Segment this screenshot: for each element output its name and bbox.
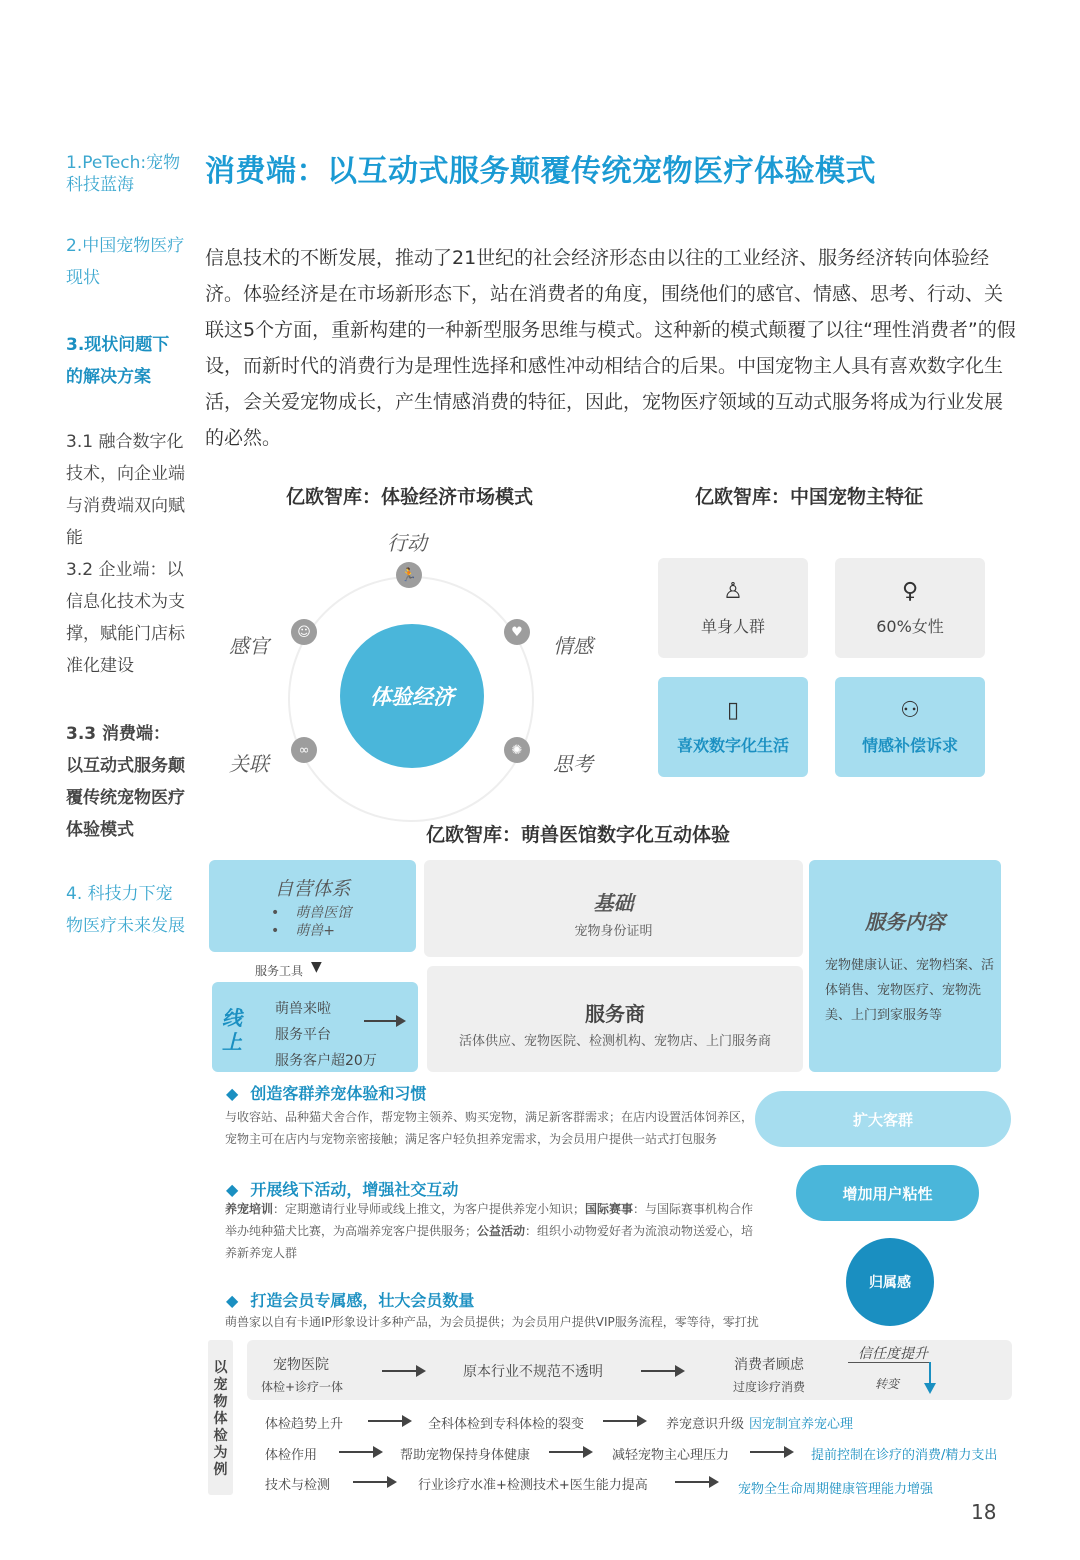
r0-a1: 宠物医院 — [273, 1357, 329, 1373]
r0-c2: 过度诊疗消费 — [733, 1380, 806, 1394]
online-item: 服务平台 — [275, 1027, 331, 1043]
down-arrow-icon — [924, 1383, 936, 1394]
trait-label: 喜欢数字化生活 — [676, 736, 789, 755]
page-title: 消费端：以互动式服务颠覆传统宠物医疗体验模式 — [205, 154, 876, 189]
trait-label: 单身人群 — [700, 617, 765, 636]
trait-label: 情感补偿诉求 — [861, 736, 958, 755]
bullet-1-head — [226, 1081, 426, 1104]
self-item: 萌兽医馆 — [295, 905, 352, 921]
service-tool-label: 服务工具 — [255, 964, 304, 978]
trait-female — [835, 558, 985, 658]
nav-item-3-1[interactable]: 3.1 融合数字化技术，向企业端与消费端双向赋能 — [66, 432, 185, 548]
label-sense: 感官 — [229, 634, 269, 658]
content-title: 服务内容 — [865, 910, 945, 934]
down-arrow-icon: ▼ — [311, 959, 322, 975]
trait-emotion — [835, 677, 985, 777]
label-relate: 关联 — [229, 752, 269, 776]
base-box — [424, 860, 803, 957]
owner-title: 亿欧智库：中国宠物主特征 — [695, 486, 924, 508]
r3-b: 行业诊疗水准+检测技术+医生能力提高 — [418, 1478, 648, 1493]
nav-item-3-2[interactable]: 3.2 企业端：以信息化技术为支撑，赋能门店标准化建设 — [66, 560, 185, 676]
r1-a: 体检趋势上升 — [265, 1417, 344, 1432]
intro-paragraph: 信息技术的不断发展，推动了21世纪的社会经济形态由以往的工业经济、服务经济转向体验经济。体验经济是在市场新形态下，站在消费者的角度，围绕他们的感官、情感、思考、行动、关联这5个方面，重新构建的一种新型服务思维与模式。这种新的模式颠覆了以往“理性消费者”的假设，而新时代的消费行为是理性选择和感性冲动相结合的后果。中国宠物主人具有喜欢数字化生活，会关爱宠物成长，产生情感消费的特征，因此，宠物医疗领域的互动式服务将成为行业发展的必然。 — [205, 247, 1016, 449]
link-icon: ∞ — [291, 737, 317, 763]
online-item: 萌兽来啦 — [275, 1001, 331, 1017]
r0-d1: 信任度提升 — [858, 1346, 928, 1362]
right-arrow-icon — [364, 1020, 404, 1022]
family-icon: ⚇ — [900, 698, 920, 723]
experience-title: 亿欧智库：萌兽医馆数字化互动体验 — [426, 824, 731, 846]
pill-belonging: 归属感 — [846, 1238, 934, 1326]
text-training: ：定期邀请行业导师或线上推文，为客户提供养宠小知识； — [273, 1202, 586, 1216]
self-system-box — [209, 860, 416, 952]
pill-stickiness: 增加用户粘性 — [796, 1165, 979, 1221]
bullet-3-text: 萌兽家以自有卡通IP形象设计多种产品，为会员提供；为会员用户提供VIP服务流程，零等待，零打扰 — [225, 1315, 759, 1329]
online-box — [212, 982, 418, 1072]
content-box — [809, 860, 1001, 1072]
bullet-2-title: 开展线下活动，增强社交互动 — [250, 1180, 459, 1199]
r2-a: 体检作用 — [265, 1448, 318, 1463]
page-number: 18 — [971, 1500, 997, 1524]
think-icon: ✺ — [504, 737, 530, 763]
checkup-side-label: 以宠物体检为例 — [213, 1360, 228, 1478]
r2-d: 提前控制在诊疗的消费/精力支出 — [811, 1448, 998, 1463]
provider-box — [427, 966, 803, 1072]
online-item: 服务客户超20万 — [275, 1053, 377, 1069]
nav-item-solutions[interactable]: 3.现状问题下的解决方案 — [66, 335, 170, 387]
smile-icon: ☺ — [291, 619, 317, 645]
r0-d2: 转变 — [875, 1377, 900, 1391]
label-think: 思考 — [553, 752, 593, 776]
self-system-title: 自营体系 — [274, 878, 351, 900]
nav-item-3-3[interactable]: 3.3 消费端：以互动式服务颠覆传统宠物医疗体验模式 — [66, 724, 185, 840]
arrow-icon — [641, 1370, 683, 1372]
online-label: 线上 — [222, 1006, 242, 1054]
kw-events: 国际赛事 — [585, 1202, 634, 1216]
checkup-side-panel — [208, 1340, 233, 1495]
model-title: 亿欧智库：体验经济市场模式 — [286, 486, 534, 508]
trait-single — [658, 558, 808, 658]
trait-digital — [658, 677, 808, 777]
bullet-2-text — [225, 1198, 763, 1264]
bullet-1-title: 创造客群养宠体验和习惯 — [250, 1084, 427, 1103]
nav-item-future[interactable]: 4. 科技力下宠物医疗未来发展 — [66, 884, 185, 936]
heart-icon: ♥ — [504, 619, 530, 645]
arrow-icon — [353, 1481, 395, 1483]
r3-a: 技术与检测 — [265, 1478, 331, 1493]
person-icon: ♙ — [723, 579, 743, 604]
pill-expand: 扩大客群 — [755, 1091, 1011, 1147]
provider-sub: 活体供应、宠物医院、检测机构、宠物店、上门服务商 — [458, 1034, 771, 1049]
provider-title: 服务商 — [585, 1002, 645, 1026]
arrow-icon — [368, 1420, 410, 1422]
phone-icon: ▯ — [726, 698, 740, 723]
bullet-2-head — [226, 1177, 458, 1200]
arrow-icon — [675, 1481, 717, 1483]
r1-b: 全科体检到专科体检的裂变 — [428, 1417, 585, 1432]
arrow-icon — [549, 1451, 591, 1453]
running-icon: 🏃 — [396, 562, 422, 588]
bullet-3-title: 打造会员专属感，壮大会员数量 — [250, 1291, 475, 1310]
r1-c: 养宠意识升级 — [666, 1417, 745, 1432]
nav-item-status[interactable]: 2.中国宠物医疗现状 — [66, 236, 185, 288]
female-icon: ♀ — [901, 579, 919, 604]
arrow-icon — [603, 1420, 645, 1422]
diamond-icon: ◆ — [226, 1291, 239, 1310]
arrow-icon — [382, 1370, 424, 1372]
r0-down-line — [929, 1362, 931, 1384]
r1-d: 因宠制宜养宠心理 — [749, 1417, 854, 1432]
label-action: 行动 — [387, 531, 427, 555]
r3-d: 宠物全生命周期健康管理能力增强 — [738, 1482, 934, 1497]
r0-a2: 体检+诊疗一体 — [261, 1380, 344, 1394]
nav-item-petech[interactable]: 1.PeTech:宠物科技蓝海 — [66, 153, 181, 195]
bullet-1-text: 与收容站、品种猫犬舍合作，帮宠物主领养、购买宠物，满足新客群需求；在店内设置活体饲养区，宠物主可在店内与宠物亲密接触；满足客户轻负担养宠需求，为会员用户提供一站式打包服务 — [225, 1110, 754, 1146]
diamond-icon: ◆ — [226, 1084, 239, 1103]
content-sub: 宠物健康认证、宠物档案、活体销售、宠物医疗、宠物洗美、上门到家服务等 — [825, 958, 995, 1023]
self-system-list: • 萌兽医馆 • 萌兽+ — [271, 905, 352, 939]
diamond-icon: ◆ — [226, 1180, 239, 1199]
base-title: 基础 — [593, 891, 634, 915]
online-list — [275, 996, 377, 1074]
arrow-icon — [339, 1451, 381, 1453]
arrow-icon — [750, 1451, 792, 1453]
text-charity: ：组织小动物爱好者为流浪动物送爱心，培养新养宠人群 — [225, 1224, 754, 1260]
r2-c: 减轻宠物主心理压力 — [612, 1448, 730, 1463]
label-emotion: 情感 — [553, 634, 593, 658]
kw-training: 养宠培训 — [225, 1202, 274, 1216]
model-core: 体验经济 — [340, 624, 484, 768]
r2-b: 帮助宠物保持身体健康 — [400, 1448, 531, 1463]
r0-divider — [848, 1362, 930, 1363]
kw-charity: 公益活动 — [477, 1224, 526, 1238]
self-item: 萌兽+ — [295, 923, 335, 939]
r0-b: 原本行业不规范不透明 — [463, 1364, 603, 1380]
base-sub: 宠物身份证明 — [574, 924, 653, 939]
text-events: ：与国际赛事机构合作举办纯种猫犬比赛，为高端养宠客户提供服务； — [225, 1202, 754, 1238]
trait-label: 60%女性 — [876, 617, 944, 636]
bullet-3-head — [226, 1288, 474, 1311]
r0-c1: 消费者顾虑 — [734, 1357, 804, 1373]
